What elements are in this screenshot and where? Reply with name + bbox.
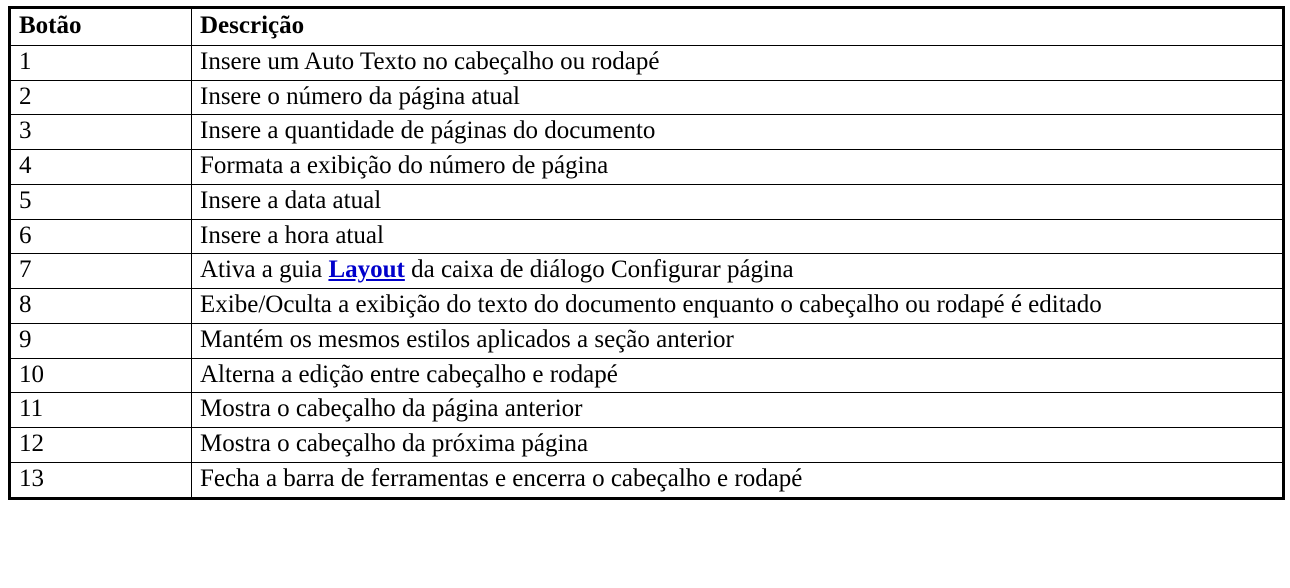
- table-row: [10, 80, 1284, 115]
- cell-description: [192, 254, 1284, 289]
- cell-description: Insere o número da página atual: [192, 80, 1284, 115]
- cell-button-number: 8: [10, 289, 192, 324]
- cell-description: Inserе um Auto Texto no cabeçalho ou rodapé: [192, 45, 1284, 80]
- cell-description: Insere a data atual: [192, 184, 1284, 219]
- table-row: [10, 323, 1284, 358]
- table-row: [10, 289, 1284, 324]
- table-row: [10, 358, 1284, 393]
- table-row: [10, 219, 1284, 254]
- cell-description: Insere a hora atual: [192, 219, 1284, 254]
- cell-description: Mostra o cabeçalho da página anterior: [192, 393, 1284, 428]
- cell-button-number: 7: [10, 254, 192, 289]
- cell-description: Formata a exibição do número de página: [192, 150, 1284, 185]
- cell-description: Insere a quantidade de páginas do documento: [192, 115, 1284, 150]
- cell-button-number: 9: [10, 323, 192, 358]
- table-row: [10, 428, 1284, 463]
- table-row: [10, 115, 1284, 150]
- table-header-row: [10, 8, 1284, 46]
- cell-description: Fecha a barra de ferramentas e encerra o cabeçalho e rodapé: [192, 462, 1284, 498]
- layout-tab-link[interactable]: Layout: [328, 256, 405, 284]
- table-header: [10, 8, 1284, 46]
- table-body: [10, 45, 1284, 498]
- cell-button-number: 12: [10, 428, 192, 463]
- table-row: [10, 45, 1284, 80]
- table-row: [10, 184, 1284, 219]
- table-row: [10, 254, 1284, 289]
- cell-button-number: 3: [10, 115, 192, 150]
- cell-button-number: 2: [10, 80, 192, 115]
- cell-description: Alterna a edição entre cabeçalho e rodapé: [192, 358, 1284, 393]
- cell-button-number: 6: [10, 219, 192, 254]
- cell-description: Mantém os mesmos estilos aplicados a seção anterior: [192, 323, 1284, 358]
- cell-button-number: 5: [10, 184, 192, 219]
- description-text-prefix: Ativa a guia: [200, 256, 329, 284]
- column-header-button: Botão: [10, 8, 192, 46]
- column-header-description: Descrição: [192, 8, 1284, 46]
- cell-button-number: 11: [10, 393, 192, 428]
- table-row: [10, 393, 1284, 428]
- table-row: [10, 462, 1284, 498]
- cell-button-number: 13: [10, 462, 192, 498]
- cell-button-number: 1: [10, 45, 192, 80]
- cell-description: Exibe/Oculta a exibição do texto do documento enquanto o cabeçalho ou rodapé é editado: [192, 289, 1284, 324]
- cell-button-number: 10: [10, 358, 192, 393]
- cell-description: Mostra o cabeçalho da próxima página: [192, 428, 1284, 463]
- cell-button-number: 4: [10, 150, 192, 185]
- button-description-table: [8, 6, 1285, 500]
- table-row: [10, 150, 1284, 185]
- description-text-suffix: da caixa de diálogo Configurar página: [404, 256, 794, 284]
